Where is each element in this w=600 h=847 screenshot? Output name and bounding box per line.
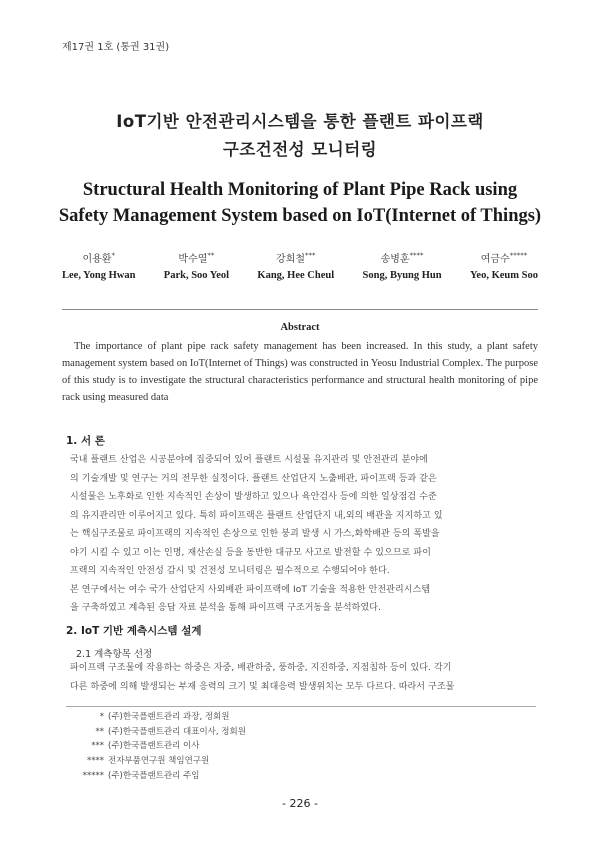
footnote-mark: * [99, 712, 104, 722]
section-1-heading: 1. 서 론 [66, 435, 105, 447]
abstract-text: The importance of plant pipe rack safety management has been increased. In this study, a plant safety management system based on IoT(Internet of Things) was constructed in Yeosu Industrial Complex. The purpose of this study is to investigate the structural characteristics performance and structural health monitoring of pipe rack using measured data [62, 341, 538, 403]
body-line: 파이프랙 구조물에 작용하는 하중은 자중, 배관하중, 풍하중, 지진하중, 지점침하 등이 있다. 각기 [70, 663, 452, 673]
author-1 [62, 250, 135, 281]
abstract-heading: Abstract [280, 322, 320, 333]
author-2 [164, 250, 229, 281]
footnote-mark: ** [95, 726, 104, 737]
running-head: 제17권 1호 (통권 31권) [62, 42, 170, 53]
author-name-english: Kang, Hee Cheul [257, 270, 335, 281]
abstract-body [62, 338, 538, 406]
footnote [78, 754, 246, 769]
author-affiliation-mark: ***** [509, 251, 528, 260]
author-name-english: Yeo, Keum Soo [469, 270, 538, 281]
footnote-mark: **** [87, 756, 104, 767]
page-number: - 226 - [282, 797, 318, 810]
author-affiliation-mark: **** [409, 251, 424, 260]
author-name-korean: 여금수 [480, 254, 510, 265]
title-korean-line-2: 구조건전성 모니터링 [222, 140, 378, 159]
header-divider [62, 309, 538, 310]
body-line: 국내 플랜트 산업은 시공분야에 집중되어 있어 플랜트 시설물 유지관리 및 안전관리 분야에 [70, 455, 428, 465]
author-name-korean: 송병훈 [380, 254, 410, 265]
body-line: 을 구축하였고 계측된 응답 자료 분석을 통해 파이프랙 구조거동을 분석하였다. [70, 603, 382, 613]
footnote [78, 725, 246, 740]
footnote-text: (주)한국플랜트관리 과장, 정회원 [108, 712, 230, 722]
footnote-divider [66, 706, 536, 707]
author-list [62, 250, 538, 281]
footnote [78, 769, 246, 784]
author-name-korean: 강희철 [276, 254, 306, 265]
section-2-heading: 2. IoT 기반 계측시스템 설계 [66, 625, 202, 637]
body-line: 프랙의 지속적인 안전성 감시 및 건전성 모니터링은 필수적으로 수행되어야 한다. [70, 566, 390, 576]
author-3 [257, 250, 334, 281]
author-4 [363, 250, 442, 281]
author-name-english: Lee, Yong Hwan [62, 270, 136, 281]
title-english-line-1: Structural Health Monitoring of Plant Pipe Rack using [82, 180, 518, 200]
subsection-2-1-heading: 2.1 계측항목 선정 [76, 649, 153, 660]
body-line: 다른 하중에 의해 발생되는 부재 응력의 크기 및 최대응력 발생위치는 모두 다르다. 따라서 구조물 [70, 681, 455, 692]
author-affiliation-mark: * [111, 251, 115, 260]
author-name-english: Park, Soo Yeol [163, 270, 230, 281]
title-english-line-2: Safety Management System based on IoT(Internet of Things) [58, 206, 542, 226]
author-name-korean: 이용환 [82, 254, 112, 265]
footnote-mark: ***** [82, 770, 104, 781]
footnote [78, 710, 246, 725]
footnote-text: (주)한국플랜트관리 이사 [108, 741, 200, 752]
author-affiliation-mark: *** [305, 251, 316, 260]
footnote-mark: *** [91, 741, 104, 752]
body-line: 의 기술개발 및 연구는 거의 전무한 실정이다. 플랜트 산업단지 노출배관, 파이프랙 등과 같은 [70, 473, 437, 484]
body-line: 의 유지관리만 이루어지고 있다. 특히 파이프랙은 플랜트 산업단지 내,외의 배관을 지지하고 있 [70, 510, 443, 521]
body-line: 본 연구에서는 여수 국가 산업단지 사외배관 파이프랙에 IoT 기술을 적용한 안전관리시스템 [70, 584, 431, 595]
footnotes [78, 710, 246, 784]
footnote-text: 전자부품연구원 책임연구원 [108, 756, 210, 767]
footnote-text: (주)한국플랜트관리 대표이사, 정회원 [108, 726, 246, 737]
author-name-english: Song, Byung Hun [362, 270, 442, 281]
section-1-body [70, 451, 538, 618]
author-5 [470, 250, 538, 281]
author-name-korean: 박수열 [178, 254, 208, 265]
body-line: 야기 시킬 수 있고 이는 인명, 재산손실 등을 동반한 대규모 사고로 발전할 수 있으므로 파이 [70, 547, 431, 558]
footnote [78, 739, 246, 754]
section-2-body [70, 659, 538, 696]
footnote-text: (주)한국플랜트관리 주임 [108, 770, 200, 781]
body-line: 시설물은 노후화로 인한 지속적인 손상이 발생하고 있으나 육안검사 등에 의한 일상점검 수준 [70, 492, 437, 502]
body-line: 는 핵심구조물로 파이프랙의 지속적인 손상으로 인한 붕괴 발생 시 가스,화학배관 등의 폭발을 [70, 529, 440, 539]
title-korean-line-1: IoT기반 안전관리시스템을 통한 플랜트 파이프랙 [116, 112, 484, 131]
author-affiliation-mark: ** [207, 251, 215, 260]
